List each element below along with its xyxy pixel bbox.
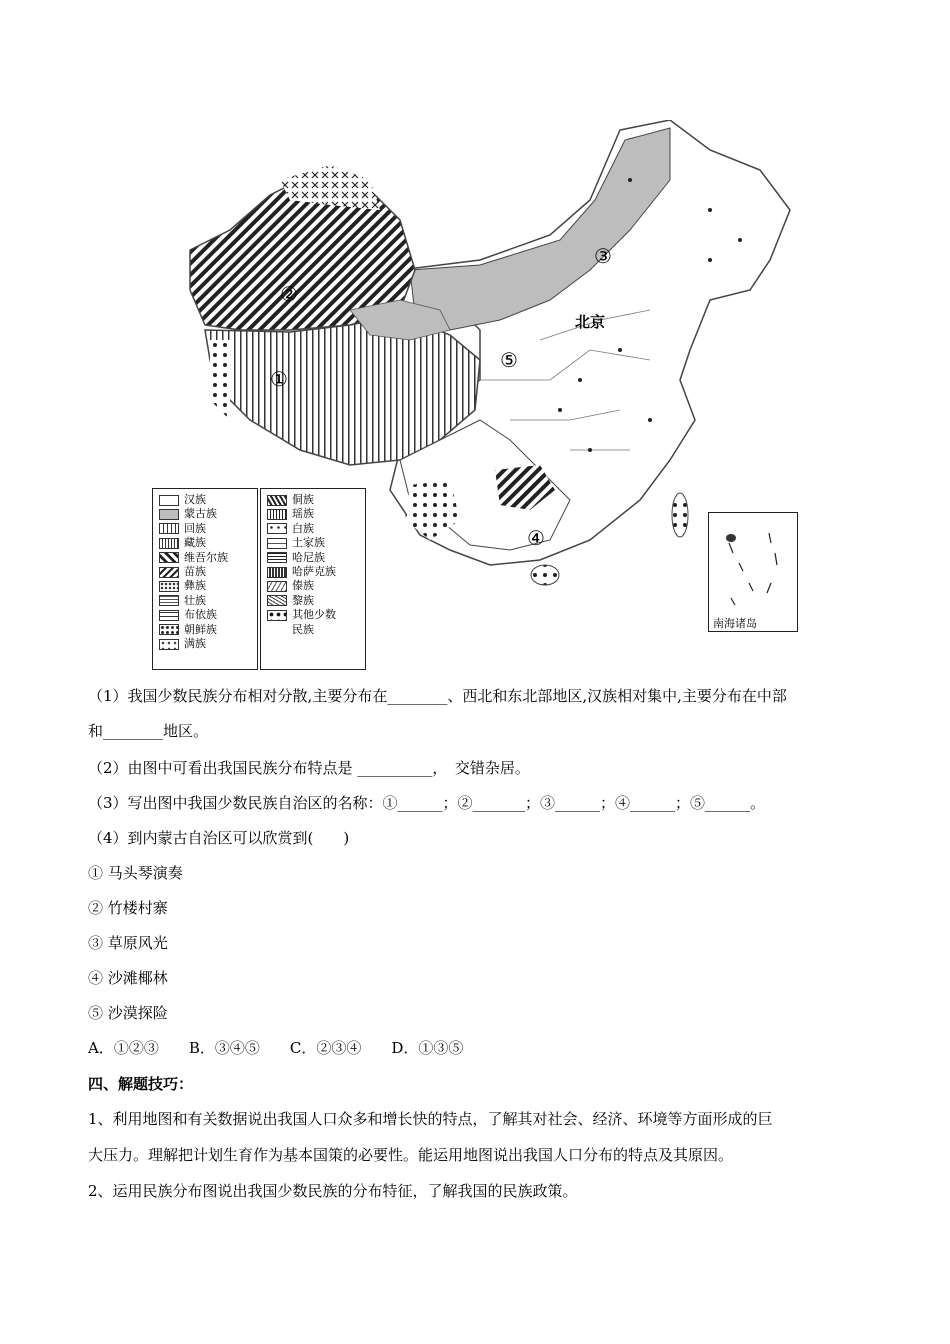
taiwan xyxy=(672,493,688,537)
legend-item: 藏族 xyxy=(159,536,251,550)
south-china-sea-inset xyxy=(708,512,798,632)
legend-item: 彝族 xyxy=(159,579,251,593)
option-2: ② 竹楼村寨 xyxy=(88,899,168,917)
legend-item: 壮族 xyxy=(159,594,251,608)
marker-3: ③ xyxy=(594,244,612,268)
question-1-line-2: 和________地区。 xyxy=(88,722,209,740)
legend-right xyxy=(260,488,366,670)
tibet-south-dots xyxy=(210,340,230,420)
answer-choices: A．①②③ B．③④⑤ C．②③④ D．①③⑤ xyxy=(88,1039,464,1057)
legend-item: 哈尼族 xyxy=(267,551,359,565)
legend-item: 白族 xyxy=(267,522,359,536)
legend-item: 侗族 xyxy=(267,493,359,507)
marker-5: ⑤ xyxy=(500,348,518,372)
marker-1: ① xyxy=(270,367,288,391)
legend-item: 蒙古族 xyxy=(159,507,251,521)
question-4: （4）到内蒙古自治区可以欣赏到( ) xyxy=(88,829,350,847)
question-2: （2）由图中可看出我国民族分布特点是 __________， 交错杂居。 xyxy=(88,759,530,777)
beijing-label: 北京 xyxy=(575,313,606,331)
marker-2: ② xyxy=(280,282,298,306)
question-3: （3）写出图中我国少数民族自治区的名称：①______；②_______；③______；④______；⑤______。 xyxy=(88,794,766,812)
legend-item: 维吾尔族 xyxy=(159,551,251,565)
option-5: ⑤ 沙漠探险 xyxy=(88,1004,168,1022)
legend-item: 苗族 xyxy=(159,565,251,579)
legend-item: 土家族 xyxy=(267,536,359,550)
legend-item: 汉族 xyxy=(159,493,251,507)
legend-item: 哈萨克族 xyxy=(267,565,359,579)
option-4: ④ 沙滩椰林 xyxy=(88,969,168,987)
question-1-line-1: （1）我国少数民族分布相对分散,主要分布在________、西北和东北部地区,汉族相对集中,主要分布在中部 xyxy=(88,687,787,705)
tip-2: 2、运用民族分布图说出我国少数民族的分布特征，了解我国的民族政策。 xyxy=(88,1182,578,1200)
legend-item: 瑶族 xyxy=(267,507,359,521)
legend-item: 满族 xyxy=(159,637,251,651)
legend-item: 朝鲜族 xyxy=(159,623,251,637)
tip-1-line-2: 大压力。理解把计划生育作为基本国策的必要性。能运用地图说出我国人口分布的特点及其原因。 xyxy=(88,1146,734,1164)
legend-item: 其他少数 xyxy=(267,608,359,622)
legend-item: 布依族 xyxy=(159,608,251,622)
marker-4: ④ xyxy=(527,526,545,550)
hainan xyxy=(531,565,559,585)
legend-item: 傣族 xyxy=(267,579,359,593)
legend-item: 民族 xyxy=(292,622,314,636)
section-heading: 四、解题技巧： xyxy=(88,1075,194,1093)
legend-item: 回族 xyxy=(159,522,251,536)
option-1: ① 马头琴演奏 xyxy=(88,864,183,882)
legend-left xyxy=(152,488,258,670)
option-3: ③ 草原风光 xyxy=(88,934,168,952)
south-china-sea-label: 南海诸岛 xyxy=(713,617,757,630)
legend-item: 黎族 xyxy=(267,594,359,608)
tip-1-line-1: 1、利用地图和有关数据说出我国人口众多和增长快的特点，了解其对社会、经济、环境等方面形成的巨 xyxy=(88,1110,773,1128)
